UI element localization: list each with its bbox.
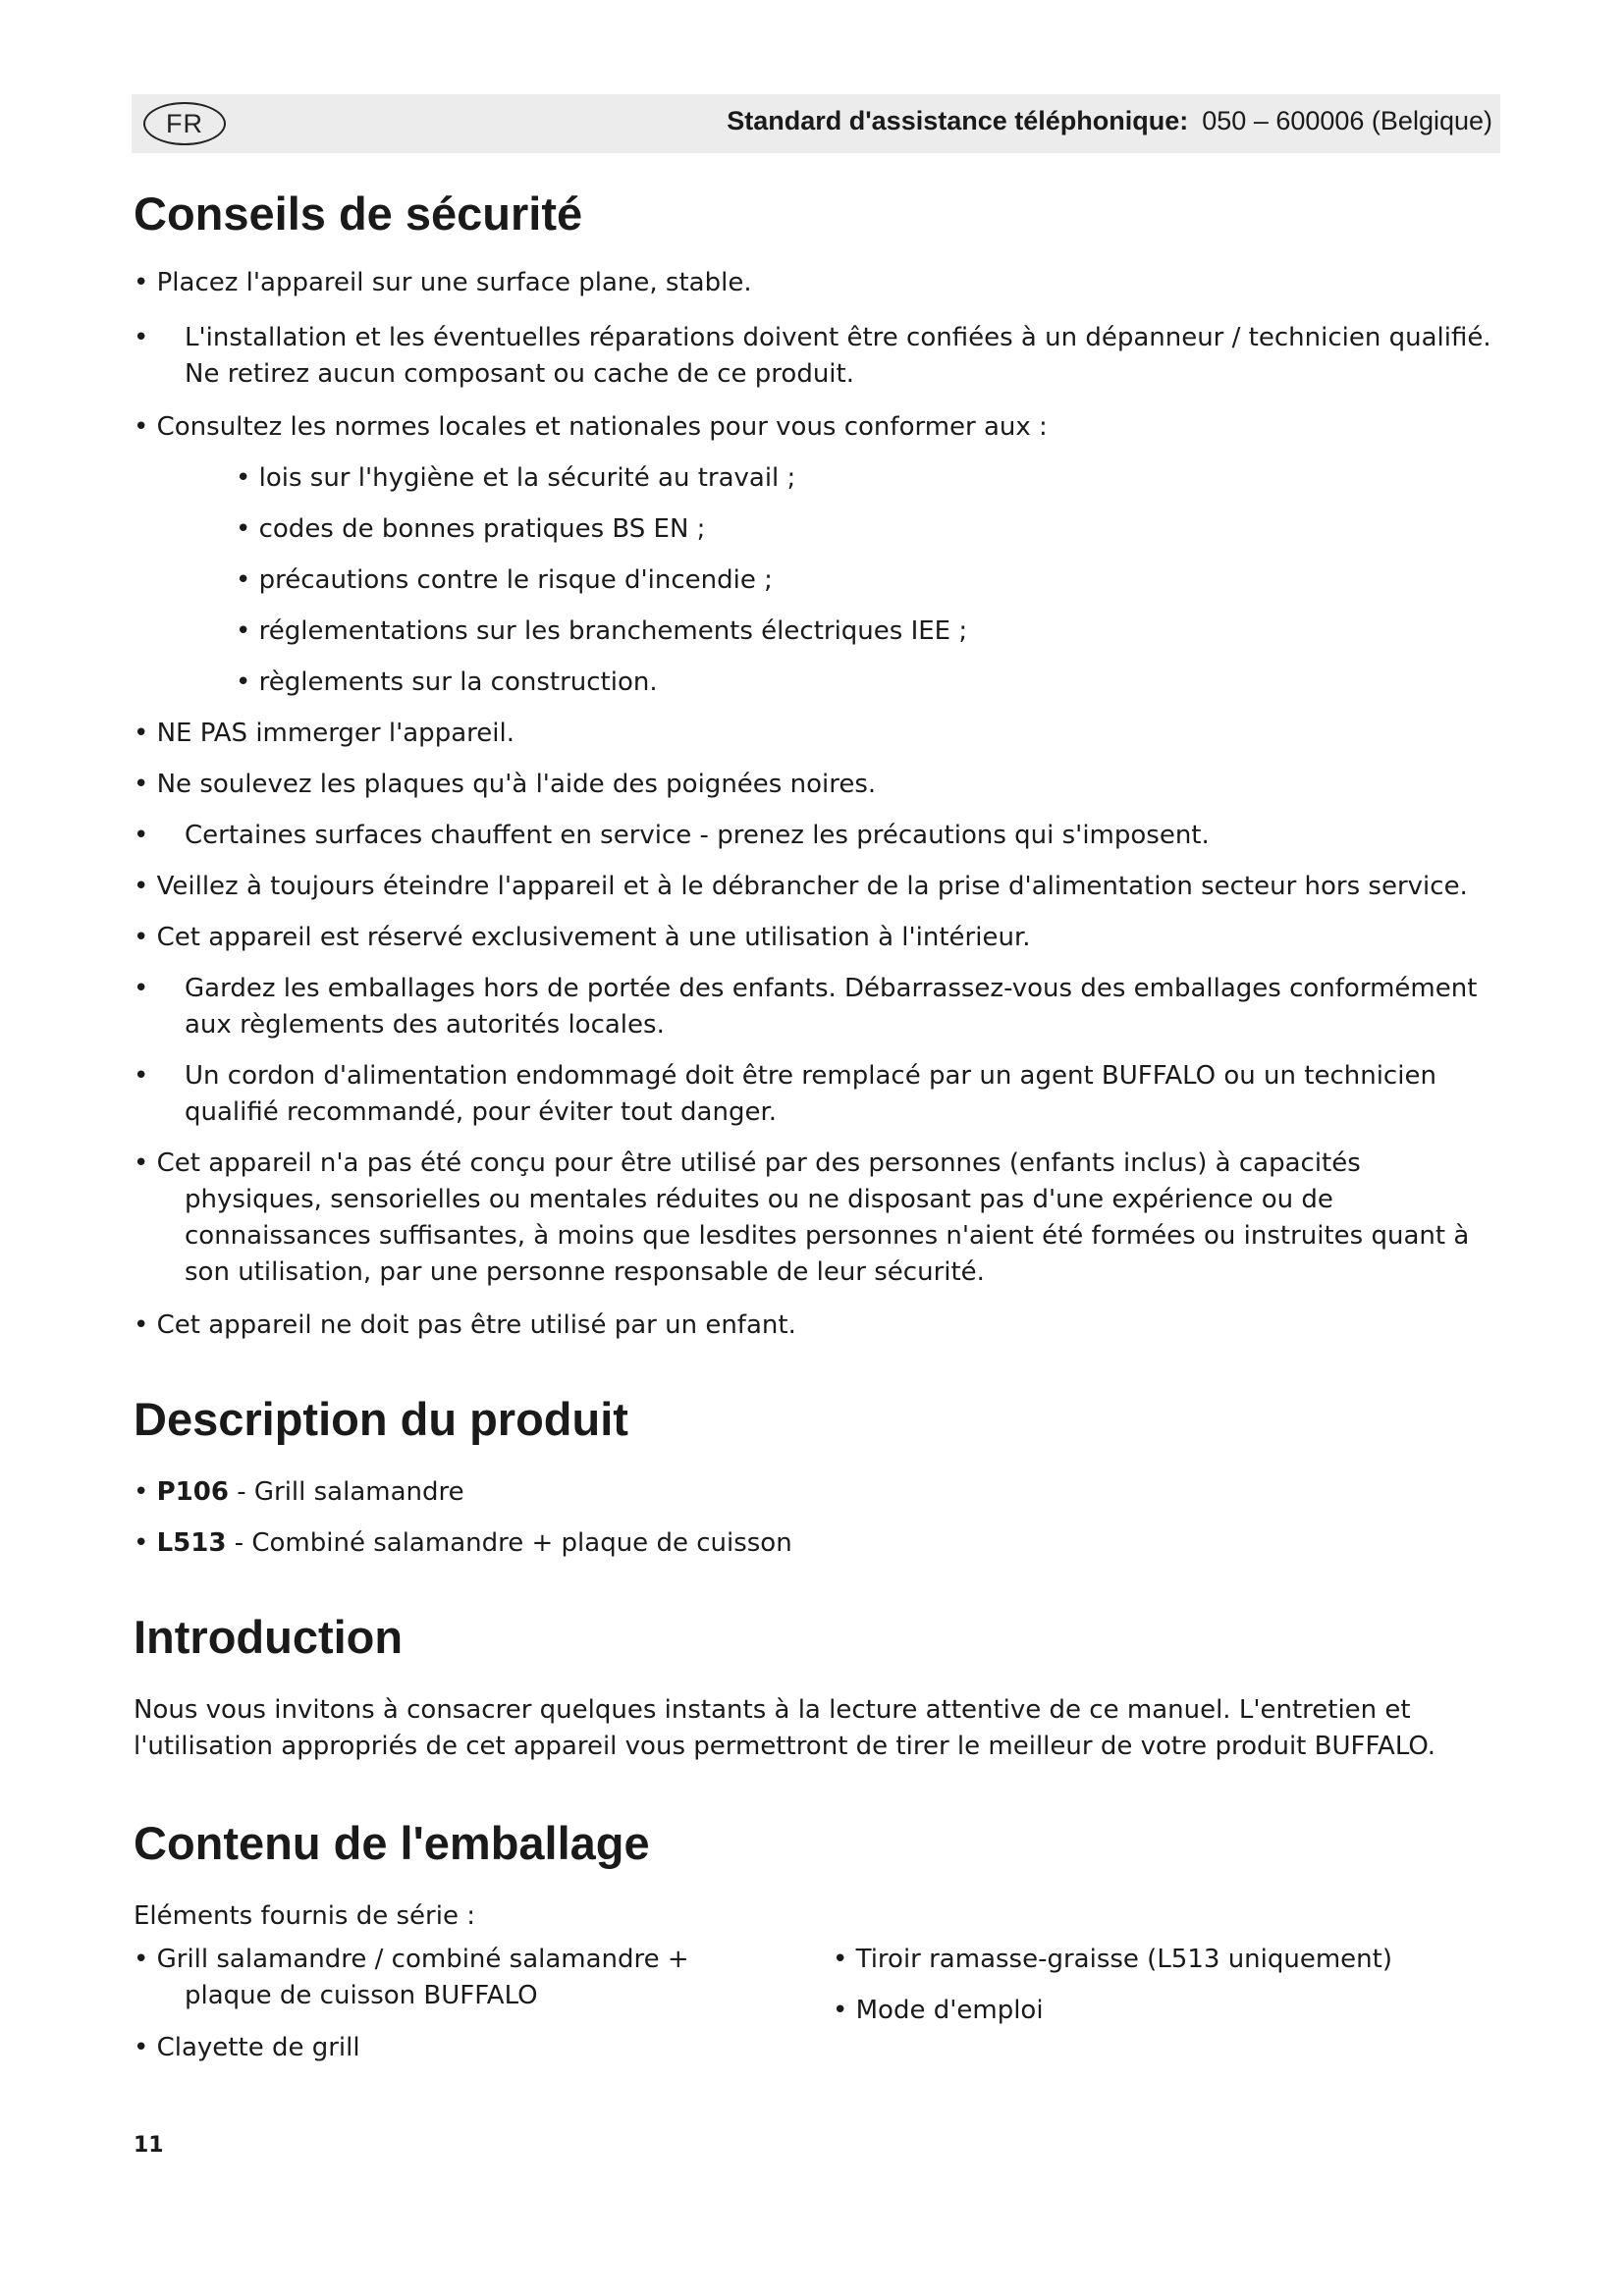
hotline <box>727 106 1492 136</box>
safety-bullet: • NE PAS immerger l'appareil. <box>134 719 514 748</box>
safety-bullet: • Cet appareil est réservé exclusivement à une utilisation à l'intérieur. <box>134 923 1031 952</box>
language-badge: FR <box>143 102 226 145</box>
safety-bullet: • Gardez les emballages hors de portée des enfants. Débarrassez-vous des emballages conformément aux règlements des autorités locales. <box>134 974 1478 1040</box>
safety-bullet: • Cet appareil n'a pas été conçu pour être utilisé par des personnes (enfants inclus) à capacités physiques, sensorielles ou mentales réduites ou ne disposant pas d'une expérience ou de connaissances suffisantes, à moins que lesdites personnes n'aient été formées ou instruites quant à son utilisation, par une personne responsable de leur sécurité. <box>134 1148 1470 1287</box>
contents-item: • Tiroir ramasse-graisse (L513 uniquement) <box>833 1945 1392 1974</box>
section-title-introduction: Introduction <box>134 1611 404 1663</box>
hotline-label: Standard d'assistance téléphonique: <box>727 106 1189 135</box>
safety-bullet: • L'installation et les éventuelles réparations doivent être confiées à un dépanneur / technicien qualifié. Ne retirez aucun composant ou cache de ce produit. <box>134 323 1491 389</box>
product-code: L513 <box>156 1528 227 1558</box>
product-code: P106 <box>156 1477 229 1507</box>
safety-sub-bullet: • règlements sur la construction. <box>236 667 658 697</box>
safety-bullet: • Consultez les normes locales et nationales pour vous conformer aux : <box>134 412 1048 442</box>
safety-bullet: • Cet appareil ne doit pas être utilisé par un enfant. <box>134 1310 796 1340</box>
contents-lead: Eléments fournis de série : <box>134 1901 475 1931</box>
safety-bullet: • Ne soulevez les plaques qu'à l'aide des poignées noires. <box>134 770 877 799</box>
safety-bullet: • Certaines surfaces chauffent en service - prenez les précautions qui s'imposent. <box>134 821 1210 850</box>
safety-bullet: • Veillez à toujours éteindre l'appareil et à le débrancher de la prise d'alimentation secteur hors service. <box>134 872 1468 901</box>
header-bar <box>132 94 1500 153</box>
safety-sub-bullet: • réglementations sur les branchements électriques IEE ; <box>236 616 968 646</box>
intro-paragraph: Nous vous invitons à consacrer quelques instants à la lecture attentive de ce manuel. L'entretien et l'utilisation appropriés de cet appareil vous permettront de tirer le meilleur de votre produit BUFFALO. <box>134 1695 1436 1761</box>
safety-sub-bullet: • codes de bonnes pratiques BS EN ; <box>236 514 706 544</box>
section-title-contents: Contenu de l'emballage <box>134 1817 650 1869</box>
contents-item: • Clayette de grill <box>134 2033 360 2062</box>
section-title-safety: Conseils de sécurité <box>134 187 583 240</box>
section-title-product: Description du produit <box>134 1393 628 1445</box>
safety-sub-bullet: • précautions contre le risque d'incendie ; <box>236 565 773 595</box>
hotline-number: 050 – 600006 (Belgique) <box>1202 106 1492 135</box>
safety-bullet: • Un cordon d'alimentation endommagé doit être remplacé par un agent BUFFALO ou un technicien qualifié recommandé, pour éviter tout danger. <box>134 1061 1436 1127</box>
safety-sub-bullet: • lois sur l'hygiène et la sécurité au travail ; <box>236 463 796 493</box>
contents-item: • Grill salamandre / combiné salamandre + plaque de cuisson BUFFALO <box>134 1945 689 2010</box>
page-number: 11 <box>134 2133 164 2158</box>
product-item: • L513 - Combiné salamandre + plaque de cuisson <box>134 1528 792 1558</box>
product-item: • P106 - Grill salamandre <box>134 1477 464 1507</box>
contents-item: • Mode d'emploi <box>833 1996 1044 2025</box>
safety-bullet: • Placez l'appareil sur une surface plane, stable. <box>134 268 752 297</box>
